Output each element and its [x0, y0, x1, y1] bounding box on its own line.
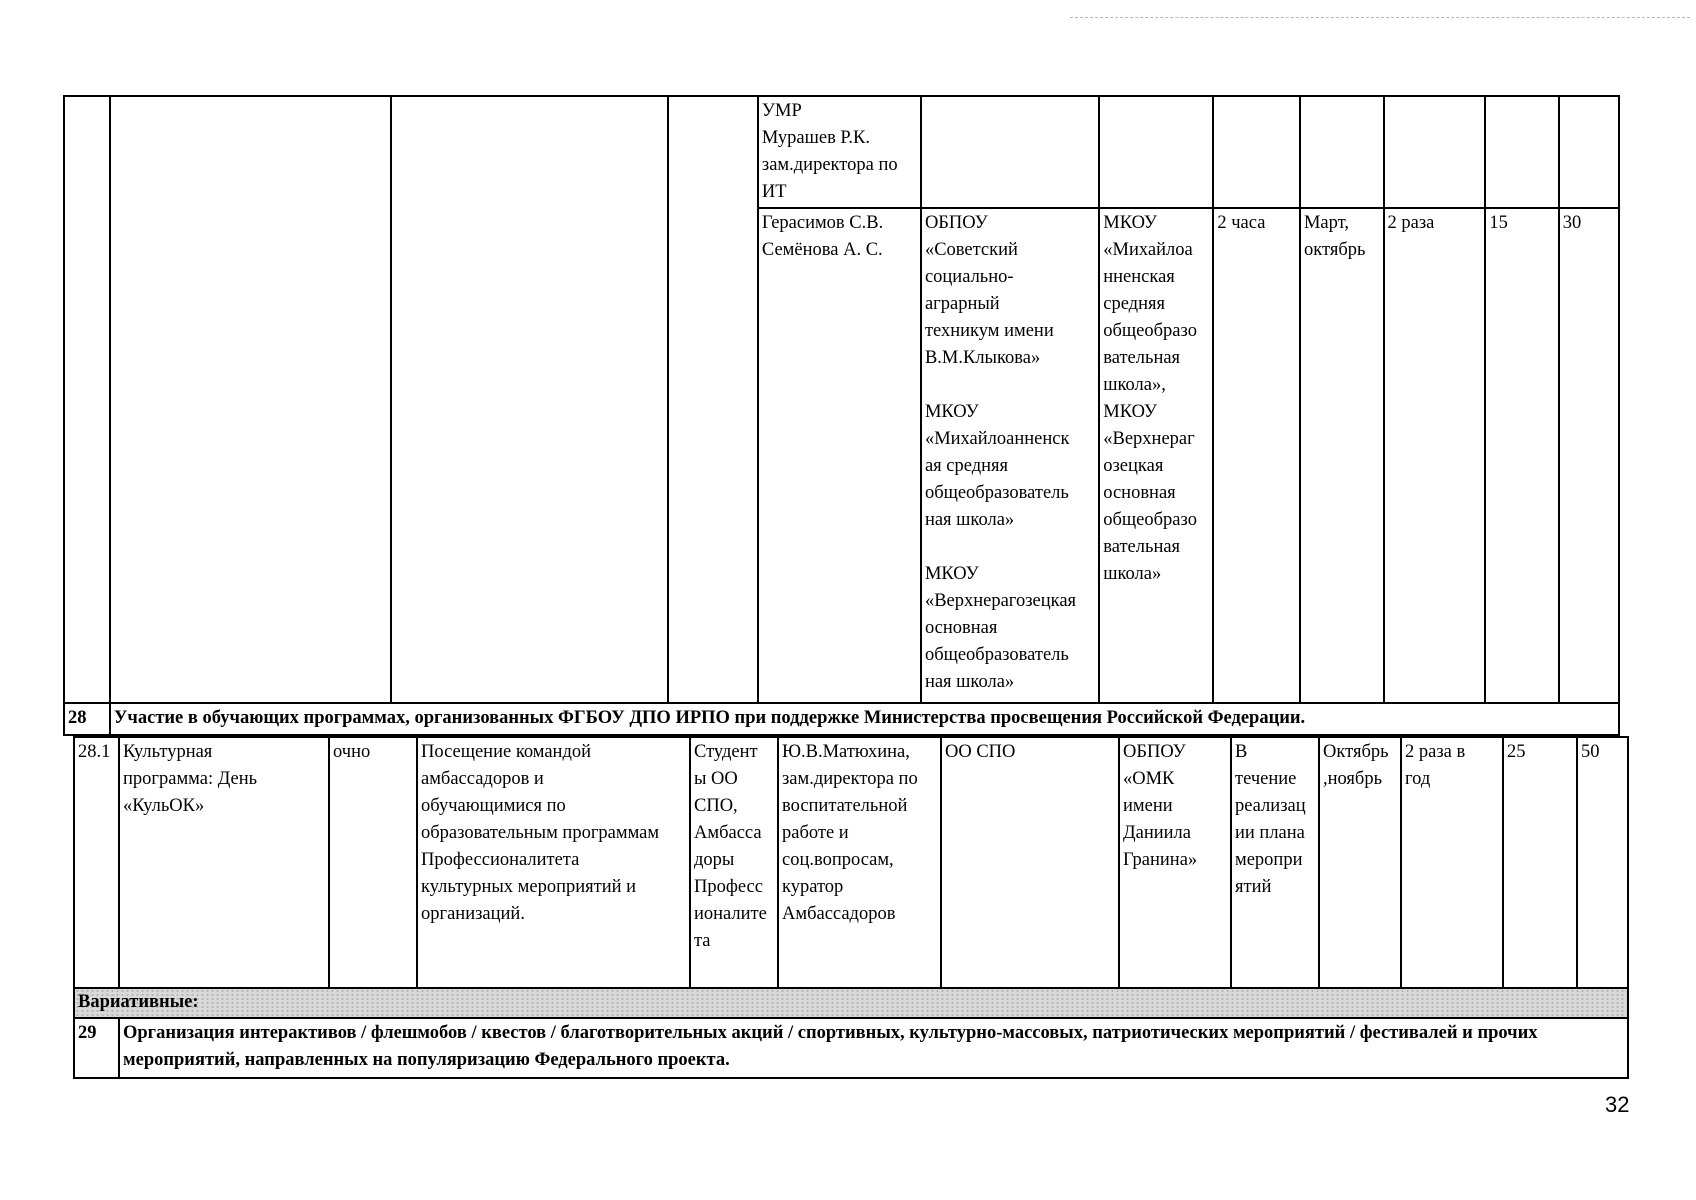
responsible-cell-1	[758, 96, 921, 208]
partners-cell	[1099, 208, 1213, 703]
row-number: 28.1	[78, 742, 111, 762]
section-number: 29	[78, 1023, 97, 1043]
format-text: очно	[333, 742, 371, 762]
participants-text: Студент ы ОО СПО, Амбасса доры Професс ионалите та	[694, 742, 767, 951]
plan-table-top	[63, 95, 1620, 736]
empty-cell	[1099, 96, 1213, 208]
section-title: Организация интерактивов / флешмобов / квестов / благотворительных акций / спортивных, культурно-массовых, патриотических мероприятий / фестивалей и прочих мероприятий, направленных на популяризацию Федерального проекта.	[123, 1023, 1538, 1070]
variative-label: Вариативные:	[78, 992, 199, 1012]
section-number: 28	[68, 708, 87, 728]
participants-cell	[690, 737, 778, 988]
continued-row	[64, 96, 1619, 208]
count-a-cell	[1485, 208, 1558, 703]
frequency-text: 2 раза в год	[1405, 742, 1466, 789]
count-b-text: 50	[1581, 742, 1600, 762]
count-a-text: 25	[1507, 742, 1526, 762]
empty-cell	[1485, 96, 1558, 208]
partners-text: МКОУ «Михайлоа нненская средняя общеобразо вательная школа», МКОУ «Верхнераг озецкая основная общеобразо вательная школа»	[1103, 213, 1197, 584]
organizer-cell	[941, 737, 1119, 988]
frequency-text: 2 раза	[1387, 213, 1435, 233]
empty-cell	[1559, 96, 1619, 208]
empty-cell	[1300, 96, 1384, 208]
description-cell	[668, 96, 758, 703]
duration-cell	[1213, 208, 1300, 703]
organizer-paragraph: МКОУ «Михайлоанненск ая средняя общеобразователь ная школа»	[924, 402, 1070, 530]
count-b-cell	[1559, 208, 1619, 703]
frequency-cell	[1401, 737, 1503, 988]
format-cell	[391, 96, 668, 703]
event-name-cell	[119, 737, 329, 988]
empty-cell	[1213, 96, 1300, 208]
responsible-cell-2	[758, 208, 921, 703]
event-name: Культурная программа: День «КульОК»	[123, 742, 258, 816]
duration-text: 2 часа	[1217, 213, 1266, 233]
responsible-text-2: Герасимов С.В. Семёнова А. С.	[761, 213, 884, 260]
count-b-text: 30	[1562, 213, 1582, 233]
duration-cell	[1231, 737, 1319, 988]
description-cell	[417, 737, 690, 988]
section-title-cell	[119, 1018, 1628, 1078]
organizer-cell	[921, 208, 1099, 703]
count-a-cell	[1503, 737, 1577, 988]
dates-text: Октябрь ,ноябрь	[1323, 742, 1389, 789]
description-text: Посещение командой амбассадоров и обучающимися по образовательным программам Профессионалитета культурных мероприятий и организаций.	[421, 742, 660, 924]
dates-cell	[1319, 737, 1401, 988]
empty-cell	[1384, 96, 1486, 208]
section-title-cell	[110, 703, 1619, 735]
partners-cell	[1119, 737, 1231, 988]
dates-text: Март, октябрь	[1303, 213, 1366, 260]
responsible-text-1: УМР Мурашев Р.К. зам.директора по ИТ	[761, 101, 898, 202]
organizer-text: ОО СПО	[945, 742, 1016, 762]
event-name-cell	[110, 96, 391, 703]
row-number-cell	[64, 96, 110, 703]
format-cell	[329, 737, 417, 988]
dates-cell	[1300, 208, 1384, 703]
variative-row	[74, 988, 1628, 1018]
row-number-cell	[74, 737, 119, 988]
responsible-cell	[778, 737, 941, 988]
frequency-cell	[1384, 208, 1486, 703]
scan-artifact-line	[1070, 17, 1690, 18]
section-number-cell	[64, 703, 110, 735]
section-number-cell	[74, 1018, 119, 1078]
section-28-row	[64, 703, 1619, 735]
organizer-paragraph: МКОУ «Верхнерагозецкая основная общеобразователь ная школа»	[924, 564, 1077, 692]
count-a-text: 15	[1489, 213, 1508, 233]
duration-text: В течение реализац ии плана меропри ятий	[1235, 742, 1306, 897]
responsible-text: Ю.В.Матюхина, зам.директора по воспитательной работе и соц.вопросам, куратор Амбассадоров	[782, 742, 918, 924]
section-29-row	[74, 1018, 1628, 1078]
organizer-paragraph: ОБПОУ «Советский социально- аграрный техникум имени В.М.Клыкова»	[924, 213, 1054, 368]
partners-text: ОБПОУ «ОМК имени Даниила Гранина»	[1123, 742, 1198, 870]
empty-cell	[921, 96, 1099, 208]
page-number: 32	[1605, 1092, 1630, 1117]
count-b-cell	[1577, 737, 1628, 988]
variative-header-cell	[74, 988, 1628, 1018]
section-title: Участие в обучающих программах, организованных ФГБОУ ДПО ИРПО при поддержке Министерства просвещения Российской Федерации.	[113, 708, 1306, 728]
plan-table-bottom	[73, 736, 1629, 1079]
table-row	[74, 737, 1628, 988]
